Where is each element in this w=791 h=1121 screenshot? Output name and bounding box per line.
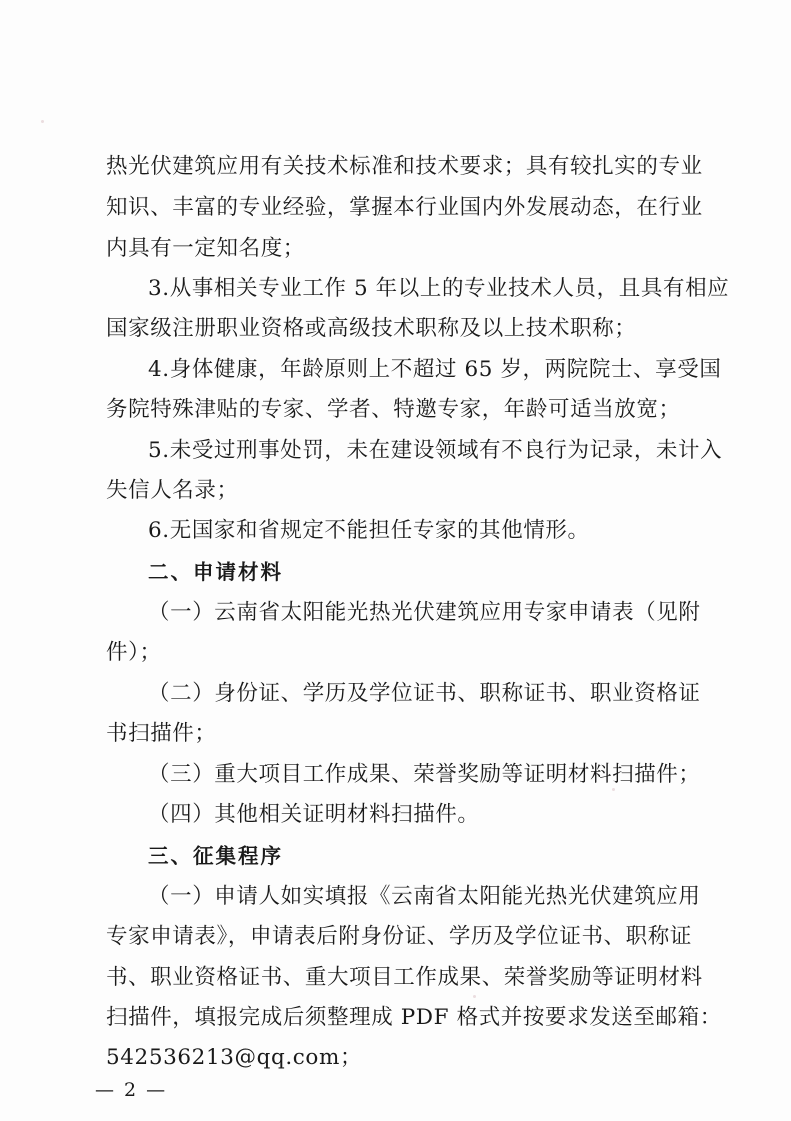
text-line: 扫描件，填报完成后须整理成 PDF 格式并按要求发送至邮箱：: [106, 1005, 722, 1030]
text-line: 4.身体健康，年龄原则上不超过 65 岁，两院院士、享受国: [148, 357, 722, 382]
section-heading: 二、申请材料: [148, 560, 283, 584]
text-line: 6.无国家和省规定不能担任专家的其他情形。: [148, 518, 590, 543]
text-line: 件）；: [106, 640, 162, 665]
section-heading: 三、征集程序: [148, 844, 283, 868]
text-line: （二）身份证、学历及学位证书、职称证书、职业资格证: [148, 681, 701, 706]
text-line: 务院特殊津贴的专家、学者、特邀专家，年龄可适当放宽；: [106, 397, 681, 422]
scan-speck: [490, 688, 494, 691]
text-line: 内具有一定知名度；: [106, 236, 305, 261]
text-line: 书、职业资格证书、重大项目工作成果、荣誉奖励等证明材料: [106, 965, 703, 990]
page-number: — 2 —: [95, 1079, 168, 1101]
text-line: 3.从事相关专业工作 5 年以上的专业技术人员，且具有相应: [148, 276, 730, 301]
text-line: 热光伏建筑应用有关技术标准和技术要求；具有较扎实的专业: [106, 154, 703, 179]
text-line: 失信人名录；: [106, 478, 239, 503]
scan-speck: [41, 120, 44, 123]
scan-speck: [473, 995, 476, 998]
email-line: 542536213@qq.com；: [106, 1045, 363, 1070]
text-line: 书扫描件；: [106, 721, 217, 746]
text-line: 国家级注册职业资格或高级技术职称及以上技术职称；: [106, 316, 637, 341]
text-line: 专家申请表》，申请表后附身份证、学历及学位证书、职称证: [106, 924, 692, 949]
text-line: 知识、丰富的专业经验，掌握本行业国内外发展动态，在行业: [106, 195, 703, 220]
text-line: （四）其他相关证明材料扫描件。: [148, 802, 480, 827]
text-line: （一）云南省太阳能光热光伏建筑应用专家申请表（见附: [148, 600, 701, 625]
text-line: （三）重大项目工作成果、荣誉奖励等证明材料扫描件；: [148, 762, 701, 787]
text-line: （一）申请人如实填报《云南省太阳能光热光伏建筑应用: [148, 884, 701, 909]
text-line: 5.未受过刑事处罚，未在建设领域有不良行为记录，未计入: [148, 438, 723, 463]
scan-speck: [612, 788, 615, 791]
